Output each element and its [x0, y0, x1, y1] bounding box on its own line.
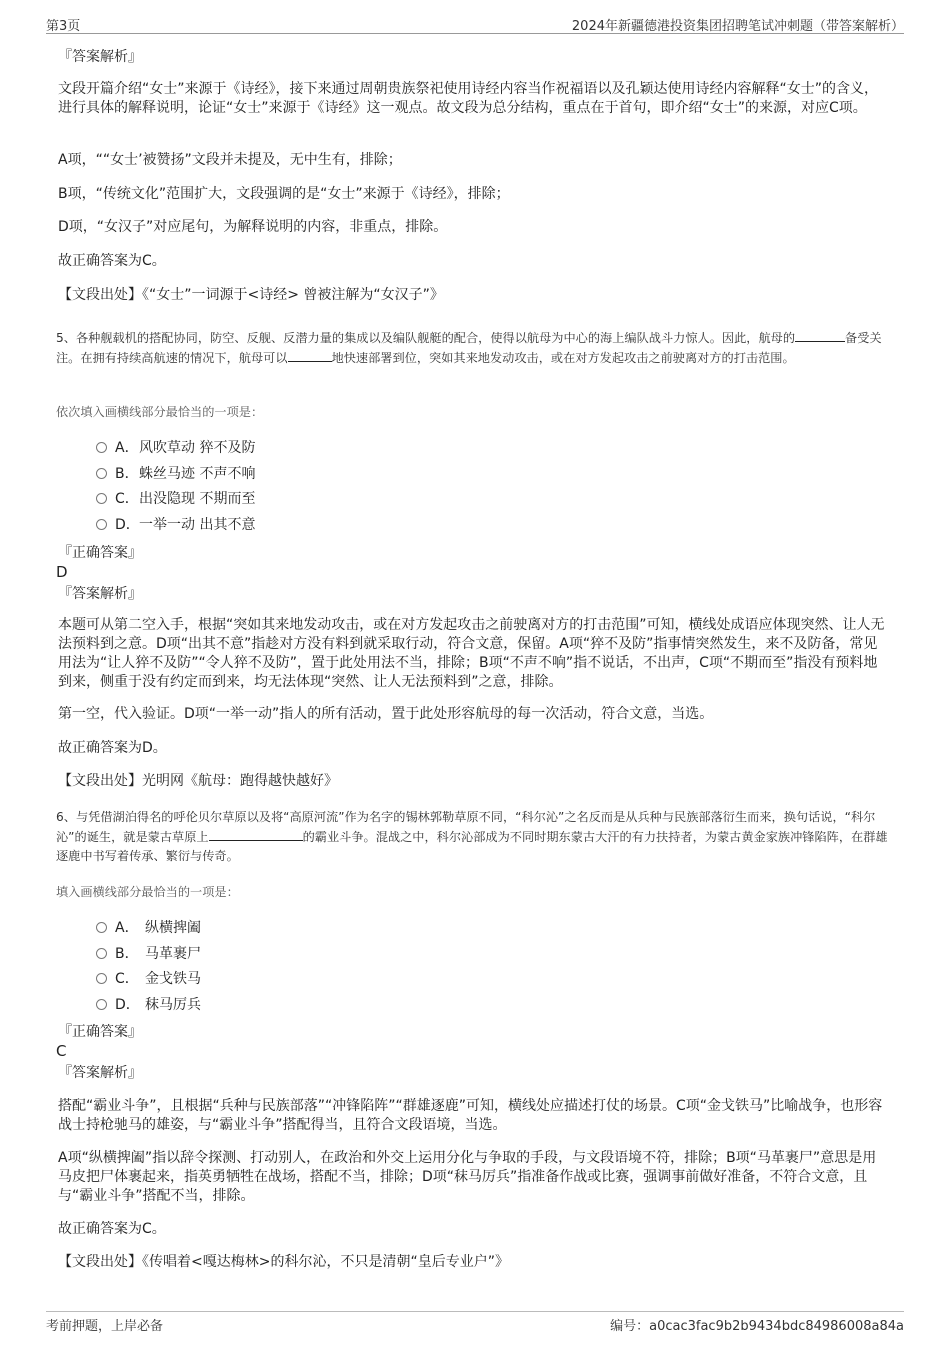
answer-analysis-label: 『答案解析』: [58, 1065, 142, 1081]
radio-icon[interactable]: [96, 493, 107, 504]
option-c[interactable]: C． 金戈铁马: [96, 969, 201, 989]
option-d[interactable]: D． 秣马厉兵: [96, 995, 201, 1015]
analysis-paragraph: A项“纵横捭阖”指以辞令探测、打动别人，在政治和外交上运用分化与争取的手段，与文段语境不符，排除；B项“马革裹尸”意思是用马皮把尸体裹起来，指英勇牺牲在战场，搭配不当，排除；D项“秣马厉兵”指准备作战或比赛，强调事前做好准备，不符合文意，且与“霸业斗争”搭配不当，排除。: [58, 1150, 877, 1204]
source-citation: 【文段出处】《“女士”一词源于<诗经> 曾被注解为“女汉子”》: [58, 287, 444, 303]
answer-blank: [288, 348, 332, 362]
correct-answer: C: [56, 1042, 67, 1060]
option-b[interactable]: B．蛛丝马迹 不声不响: [96, 464, 255, 484]
page-header: [46, 12, 904, 34]
radio-icon[interactable]: [96, 442, 107, 453]
source-citation: 【文段出处】《传唱着<嘎达梅林>的科尔沁，不只是清朝“皇后专业户”》: [58, 1254, 509, 1270]
correct-answer: D: [56, 563, 68, 581]
analysis-paragraph: D项，“女汉子”对应尾句，为解释说明的内容，非重点，排除。: [58, 219, 448, 235]
conclusion: 故正确答案为C。: [58, 1221, 166, 1237]
answer-blank: [833, 328, 845, 342]
radio-icon[interactable]: [96, 973, 107, 984]
answer-blank: [209, 827, 303, 841]
analysis-paragraph: 搭配“霸业斗争”，且根据“兵种与民族部落”“冲锋陷阵”“群雄逐鹿”可知，横线处应描述打仗的场景。C项“金戈铁马”比喻战争，也形容战士持枪驰马的雄姿，与“霸业斗争”搭配得当，且符合文段语境，当选。: [58, 1098, 883, 1133]
option-a[interactable]: A． 纵横捭阖: [96, 918, 201, 938]
option-d[interactable]: D．一举一动 出其不意: [96, 515, 255, 535]
analysis-paragraph: 第一空，代入验证。D项“一举一动”指人的所有活动，置于此处形容航母的每一次活动，符合文意，当选。: [58, 706, 714, 722]
page-footer: [46, 1311, 904, 1334]
question-text: 6、与凭借湖泊得名的呼伦贝尔草原以及将“高原河流”作为名字的锡林郭勒草原不同，“科尔沁”之名反而是从兵种与民族部落衍生而来，换句话说，“科尔沁”的诞生，就是蒙古草原上 的霸业斗争。混战之中，科尔沁部成为不同时期东蒙古大汗的有力扶持者，为蒙古黄金家族冲锋陷阵，在群雄逐鹿中书写着传承、繁衍与传奇。: [56, 810, 888, 863]
radio-icon[interactable]: [96, 468, 107, 479]
answer-analysis-label: 『答案解析』: [58, 586, 142, 602]
question-stem: 填入画横线部分最恰当的一项是：: [56, 885, 239, 899]
option-b[interactable]: B． 马革裹尸: [96, 944, 201, 964]
analysis-paragraph: 文段开篇介绍“女士”来源于《诗经》，接下来通过周朝贵族祭祀使用诗经内容当作祝福语以及孔颖达使用诗经内容解释“女士”的含义，进行具体的解释说明，论证“女士”来源于《诗经》这一观点。故文段为总分结构，重点在于首句，即介绍“女士”的来源，对应C项。: [58, 81, 879, 116]
analysis-paragraph: 本题可从第二空入手，根据“突如其来地发动攻击，或在对方发起攻击之前驶离对方的打击范围”可知，横线处成语应体现突然、让人无法预料到之意。D项“出其不意”指趁对方没有料到就采取行动，符合文意，保留。A项“猝不及防”指事情突然发生，来不及防备，常见用法为“让人猝不及防”“令人猝不及防”，置于此处用法不当，排除；B项“不声不响”指不说话，不出声，C项“不期而至”指没有预料地到来，侧重于没有约定而到来，均无法体现“突然、让人无法预料到”之意，排除。: [58, 617, 885, 690]
analysis-paragraph: A项，““女士’被赞扬”文段并未提及，无中生有，排除；: [58, 152, 402, 168]
answer-blank: [795, 328, 833, 342]
option-a[interactable]: A．风吹草动 猝不及防: [96, 438, 255, 458]
source-citation: 【文段出处】光明网《航母：跑得越快越好》: [58, 773, 338, 789]
conclusion: 故正确答案为D。: [58, 740, 167, 756]
footer-slogan: 考前押题，上岸必备: [46, 1319, 164, 1334]
correct-answer-label: 『正确答案』: [58, 545, 142, 561]
question-text: 5、各种舰载机的搭配协同，防空、反舰、反潜力量的集成以及编队舰艇的配合，使得以航母为中心的海上编队战斗力惊人。因此，航母的 备受关注。在拥有持续高航速的情况下，航母可以 地快速部署到位，突如其来地发动攻击，或在对方发起攻击之前驶离对方的打击范围。: [56, 328, 894, 368]
correct-answer-label: 『正确答案』: [58, 1024, 142, 1040]
radio-icon[interactable]: [96, 519, 107, 530]
option-c[interactable]: C．出没隐现 不期而至: [96, 489, 255, 509]
document-title: 2024年新疆德港投资集团招聘笔试冲刺题（带答案解析）: [571, 19, 904, 34]
question-stem: 依次填入画横线部分最恰当的一项是：: [56, 405, 264, 419]
radio-icon[interactable]: [96, 922, 107, 933]
radio-icon[interactable]: [96, 948, 107, 959]
radio-icon[interactable]: [96, 999, 107, 1010]
conclusion: 故正确答案为C。: [58, 253, 166, 269]
page-number: 第3页: [46, 19, 81, 34]
document-code: 编号：a0cac3fac9b2b9434bdc84986008a84a: [610, 1319, 904, 1334]
answer-analysis-label: 『答案解析』: [58, 49, 142, 65]
analysis-paragraph: B项，“传统文化”范围扩大，文段强调的是“女士”来源于《诗经》，排除；: [58, 186, 510, 202]
